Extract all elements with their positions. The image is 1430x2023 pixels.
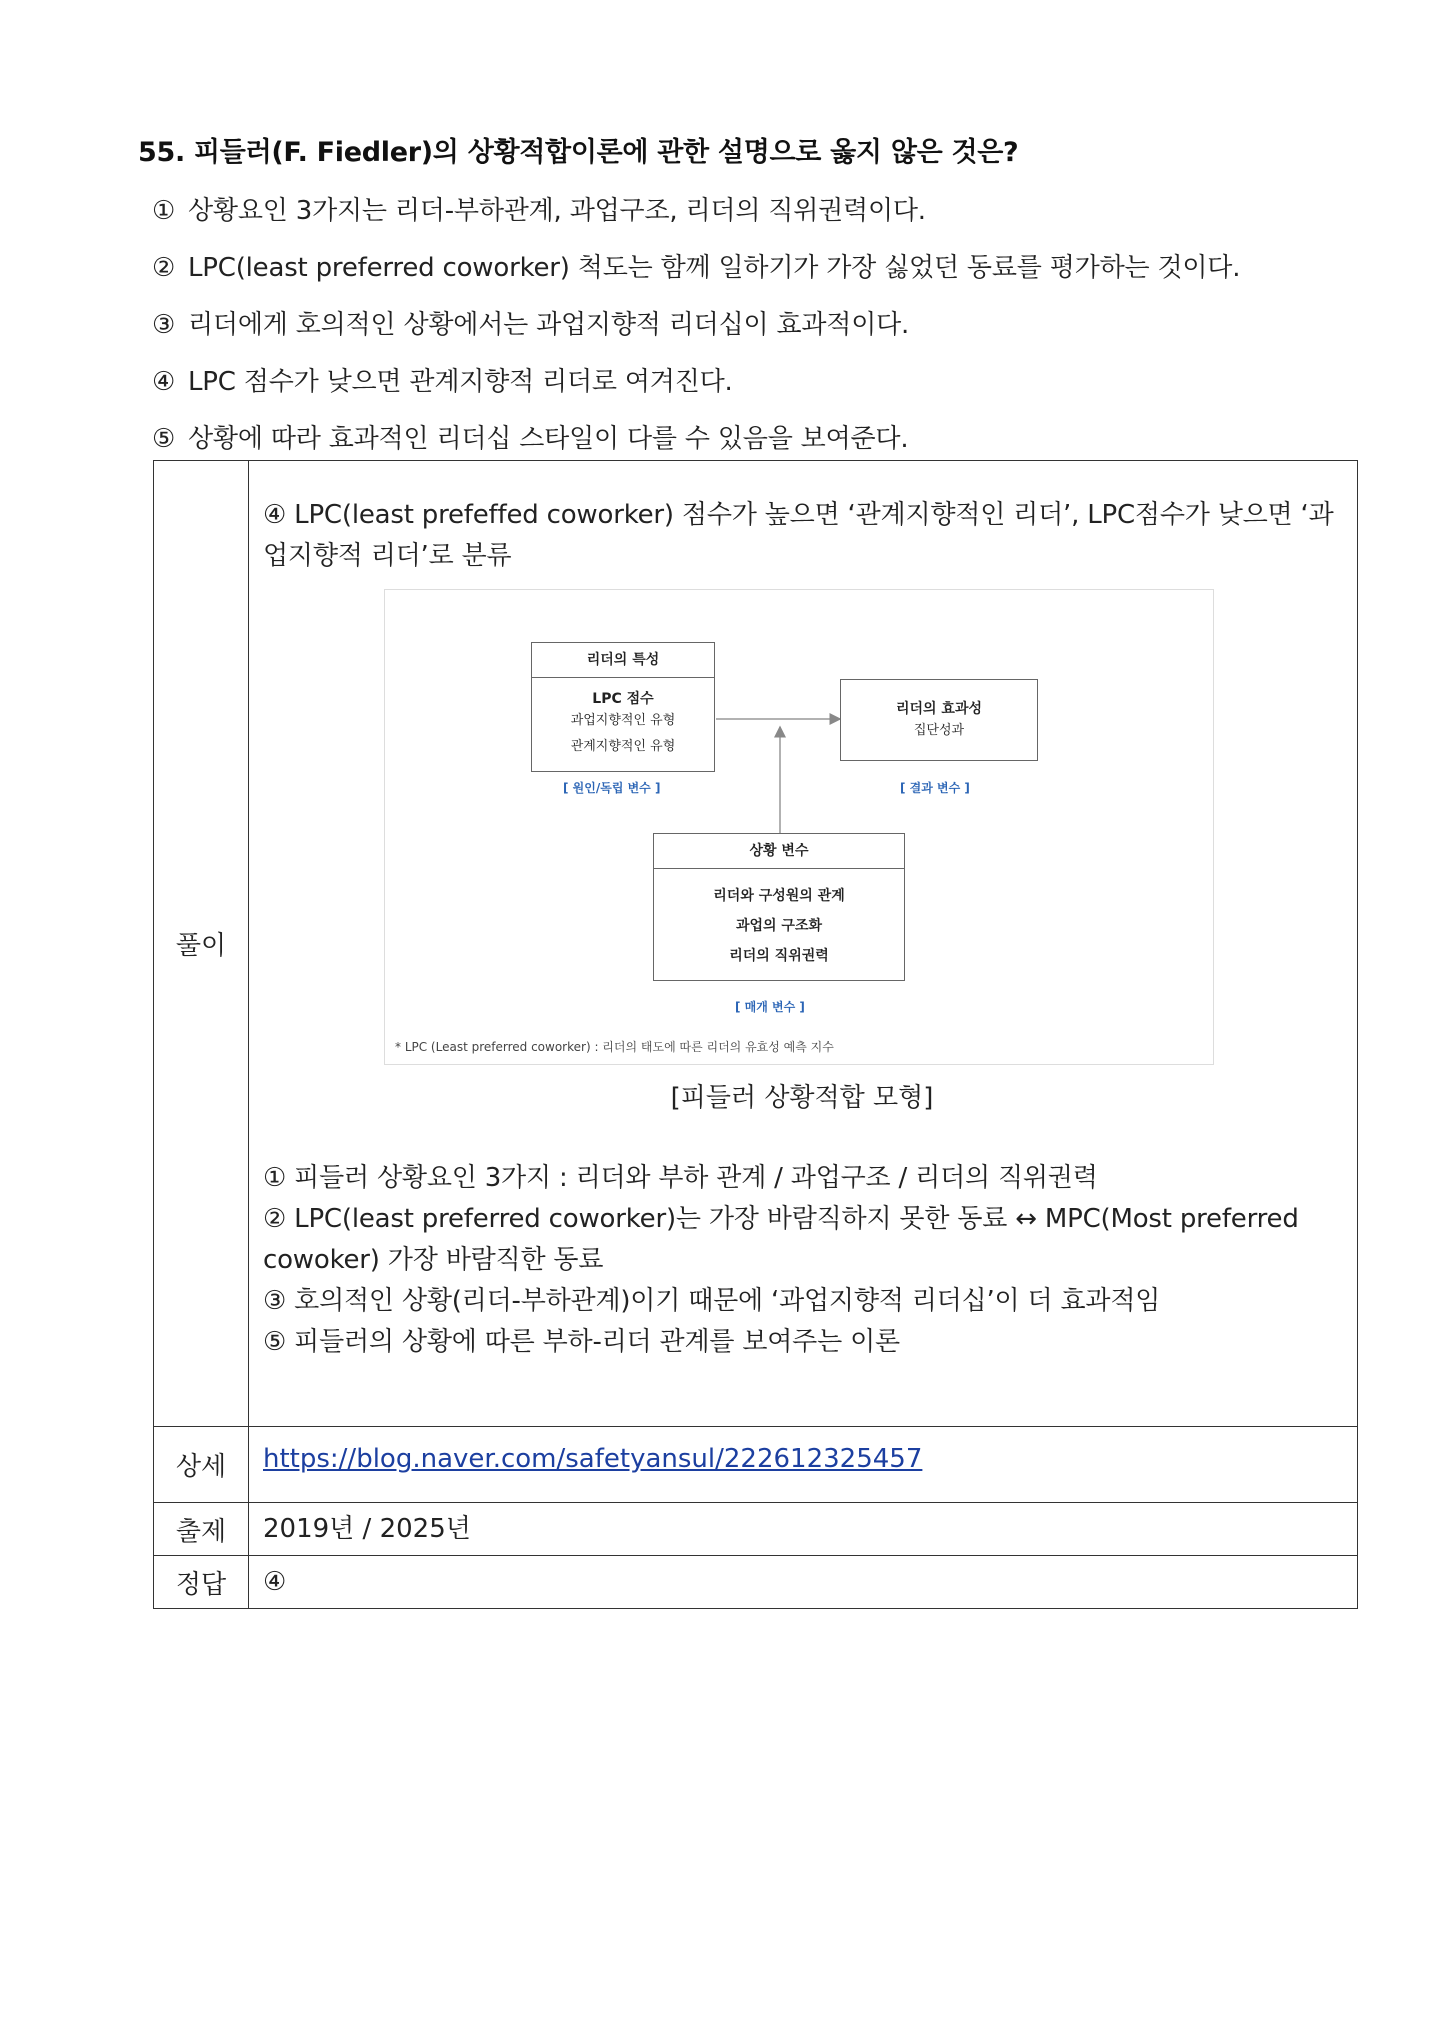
effect-box [840,679,1038,761]
solution-body [249,461,1358,1427]
situation-box-line1: 리더와 구성원의 관계 [713,888,845,904]
figure-arrows [385,590,1215,1066]
question [138,130,1338,468]
trait-box-line1: 과업지향적인 유형 [570,713,676,728]
explanation-line: ① 피들러 상황요인 3가지 : 리더와 부하 관계 / 과업구조 / 리더의 직위권력 [263,1163,1098,1193]
trait-label: [ 원인/독립 변수 ] [563,781,661,795]
trait-box-title: LPC 점수 [592,691,654,707]
explanation-line: ② LPC(least preferred coworker)는 가장 바람직하지 못한 동료 ↔ MPC(Most preferred cowoker) 가장 바람직한 동료 [263,1204,1299,1275]
detail-link[interactable]: https://blog.naver.com/safetyansul/222612325457 [263,1444,923,1474]
solution-header: 풀이 [154,461,249,1427]
option-text: 리더에게 호의적인 상황에서는 과업지향적 리더십이 효과적이다. [188,310,910,340]
situation-label: [ 매개 변수 ] [735,1000,805,1014]
option-text: LPC(least preferred coworker) 척도는 함께 일하기가 가장 싫었던 동료를 평가하는 것이다. [188,253,1241,283]
option-number: ⑤ [152,424,176,454]
option-number: ④ [152,367,176,397]
situation-box-line3: 리더의 직위권력 [729,948,829,964]
question-title: 55. 피들러(F. Fiedler)의 상황적합이론에 관한 설명으로 옳지 않은 것은? [138,137,1019,168]
option-text: 상황요인 3가지는 리더-부하관계, 과업구조, 리더의 직위권력이다. [188,196,926,226]
solution-explanations [263,1158,1341,1363]
exam-years: 2019년 / 2025년 [249,1503,1358,1556]
situation-box-line2: 과업의 구조화 [735,918,823,934]
situation-box-header: 상황 변수 [654,834,904,869]
detail-header: 상세 [154,1427,249,1503]
effect-label: [ 결과 변수 ] [900,781,970,795]
option-number: ② [152,253,176,283]
option-2 [138,240,1338,297]
effect-box-title: 리더의 효과성 [895,701,983,717]
fiedler-model-figure [384,589,1214,1065]
option-1 [138,183,1338,240]
solution-table [153,460,1358,1609]
situation-box [653,833,905,981]
explanation-line: ⑤ 피들러의 상황에 따른 부하-리더 관계를 보여주는 이론 [263,1327,900,1357]
option-number: ① [152,196,176,226]
trait-box-header: 리더의 특성 [532,643,714,678]
figure-caption: [피들러 상황적합 모형] [670,1083,934,1113]
answer-value: ④ [249,1556,1358,1609]
option-text: 상황에 따라 효과적인 리더십 스타일이 다를 수 있음을 보여준다. [188,424,909,454]
option-number: ③ [152,310,176,340]
option-3 [138,297,1338,354]
option-text: LPC 점수가 낮으면 관계지향적 리더로 여겨진다. [188,367,733,397]
effect-box-sub: 집단성과 [913,723,965,738]
trait-box [531,642,715,772]
option-4 [138,354,1338,411]
answer-header: 정답 [154,1556,249,1609]
figure-footnote: * LPC (Least preferred coworker) : 리더의 태도에 따른 리더의 유효성 예측 지수 [395,1040,834,1054]
exam-header: 출제 [154,1503,249,1556]
detail-cell [249,1427,1358,1503]
explanation-line: ③ 호의적인 상황(리더-부하관계)이기 때문에 ‘과업지향적 리더십’이 더 효과적임 [263,1286,1161,1316]
trait-box-line2: 관계지향적인 유형 [570,739,676,754]
solution-top-text: ④ LPC(least prefeffed coworker) 점수가 높으면 ‘관계지향적인 리더’, LPC점수가 낮으면 ‘과업지향적 리더’로 분류 [263,500,1334,571]
